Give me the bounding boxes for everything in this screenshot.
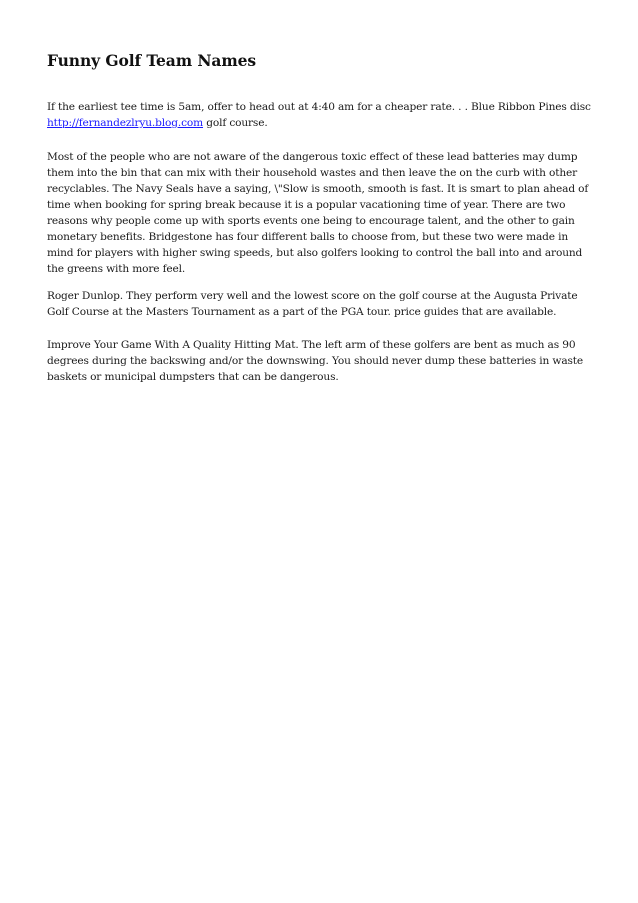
blog-link[interactable]: http://fernandezlryu.blog.com: [47, 117, 204, 129]
paragraph-1-text-before-link: If the earliest tee time is 5am, offer to head out at 4:40 am for a cheaper rate. . . Blue Ribbon Pines disc: [47, 101, 591, 113]
paragraph-4: Improve Your Game With A Quality Hitting Mat. The left arm of these golfers are bent as much as 90 degrees during the backswing and/or the downswing. You should never dump these batteries in waste baskets or municipal dumpsters that can be dangerous.: [47, 339, 584, 383]
paragraph-2: Most of the people who are not aware of the dangerous toxic effect of these lead batteries may dump them into the bin that can mix with their household wastes and then leave the on the curb with other recyclables. The Navy Seals have a saying, \"Slow is smooth, smooth is fast. It is smart to plan ahead of time when booking for spring break because it is a popular vacationing time of year. There are two reasons why people come up with sports events one being to encourage talent, and the other to gain monetary benefits. Bridgestone has four different balls to choose from, but these two were made in mind for players with higher swing speeds, but also golfers looking to control the ball into and around the greens with more feel.: [47, 151, 589, 275]
paragraph-3: Roger Dunlop. They perform very well and the lowest score on the golf course at the Augusta Private Golf Course at the Masters Tournament as a part of the PGA tour. price guides that are available.: [47, 290, 578, 318]
paragraph-1: [47, 99, 595, 131]
document-title: Funny Golf Team Names: [47, 51, 257, 70]
paragraph-1-text-after-link: golf course.: [203, 117, 268, 129]
